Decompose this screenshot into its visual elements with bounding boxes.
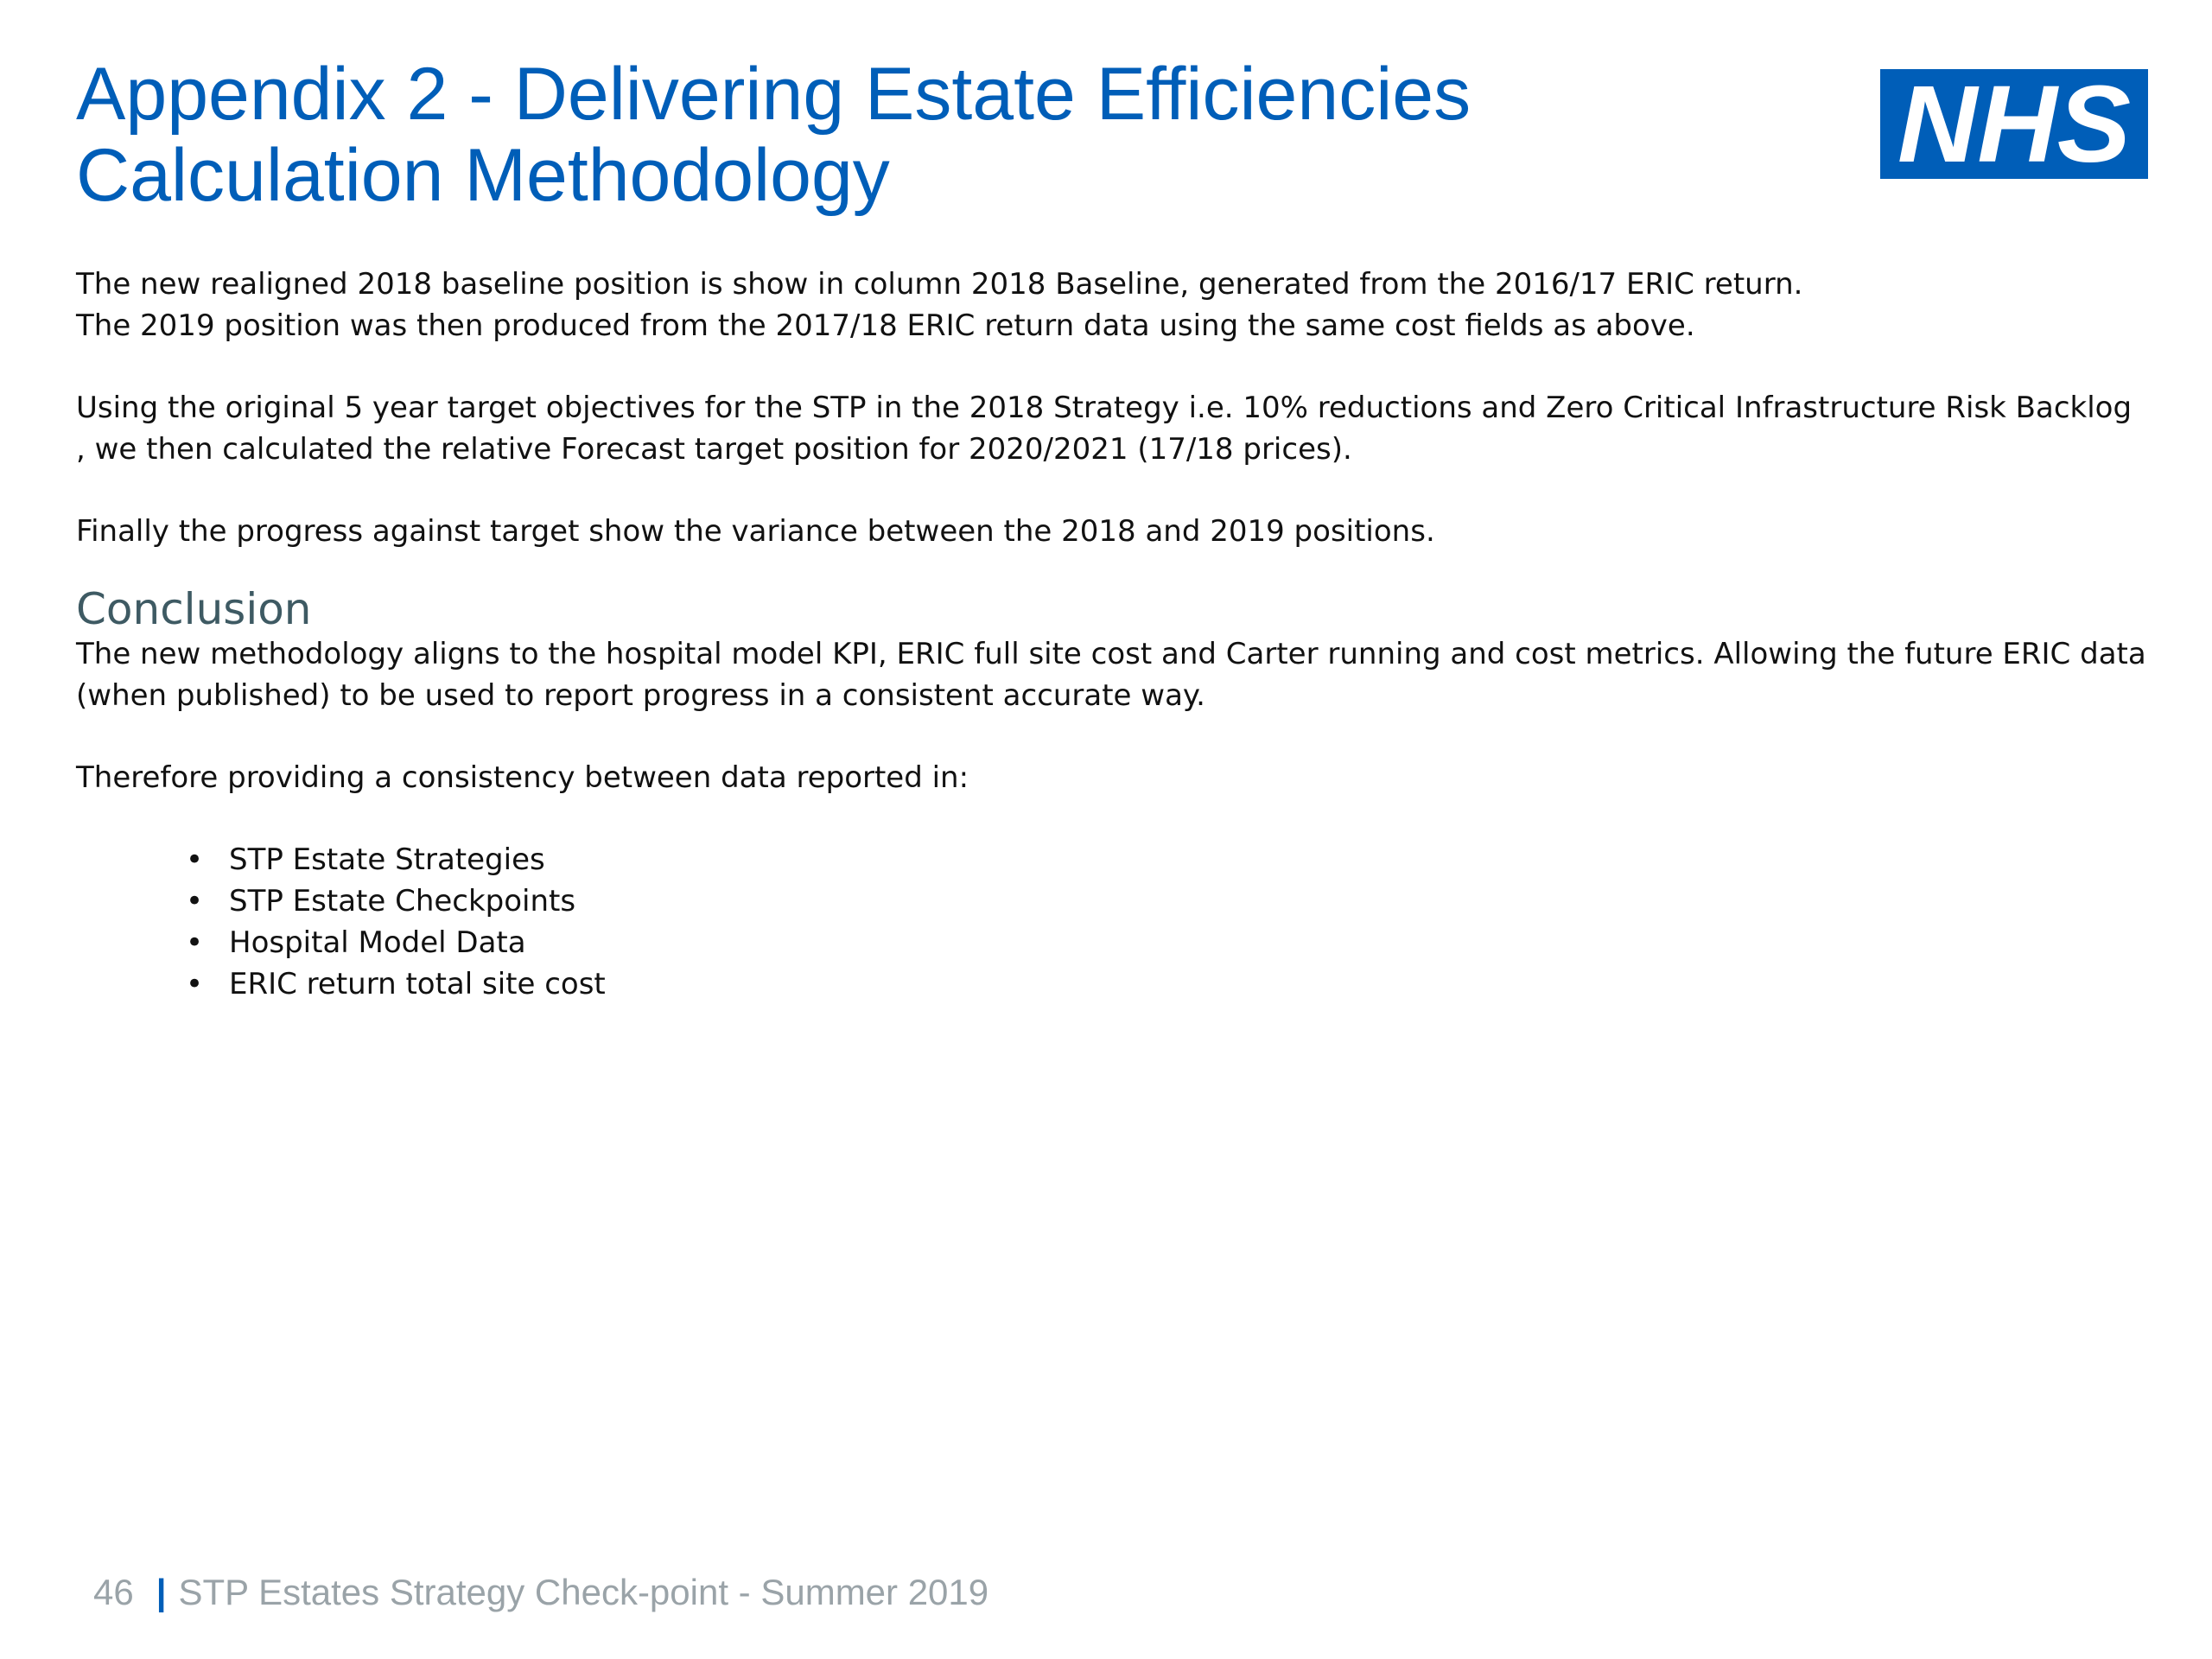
list-item-label: ERIC return total site cost: [229, 967, 606, 1001]
list-item: [186, 839, 2150, 880]
page-title: [76, 54, 1718, 216]
footer-text: STP Estates Strategy Check-point - Summer 2019: [178, 1572, 989, 1612]
main-content: [76, 264, 2150, 1005]
target-objectives-paragraph: Using the original 5 year target objectives for the STP in the 2018 Strategy i.e. 10% reductions and Zero Critical Infrastructure Risk Backlog , we then calculated the relative Forecast target position for 2020/2021 (17/18 prices).: [76, 391, 2133, 467]
progress-paragraph: Finally the progress against target show the variance between the 2018 and 2019 positions.: [76, 514, 1435, 549]
data-sources-list: [76, 839, 2150, 1005]
list-item-label: Hospital Model Data: [229, 925, 526, 960]
consistency-paragraph: Therefore providing a consistency between data reported in:: [76, 760, 969, 795]
nhs-logo-graphic: [1880, 69, 2148, 179]
list-item: [186, 922, 2150, 963]
footer-divider: |: [156, 1572, 167, 1612]
page-title-line-2: Calculation Methodology: [76, 134, 890, 217]
list-item: [186, 963, 2150, 1005]
list-item: [186, 880, 2150, 922]
intro-line-1: The new realigned 2018 baseline position is show in column 2018 Baseline, generated from the 2016/17 ERIC return.: [76, 267, 1803, 302]
intro-line-2: The 2019 position was then produced from the 2017/18 ERIC return data using the same cost fields as above.: [76, 308, 1695, 343]
bullet-icon: •: [186, 842, 204, 877]
conclusion-paragraph: The new methodology aligns to the hospital model KPI, ERIC full site cost and Carter running and cost metrics. Allowing the future ERIC data (when published) to be used to report progress in a consistent accurate way.: [76, 637, 2146, 713]
conclusion-heading: Conclusion: [76, 584, 312, 634]
nhs-logo: [1880, 69, 2148, 179]
nhs-logo-text: NHS: [1897, 69, 2131, 179]
footer: [93, 1571, 988, 1614]
page-title-line-1: Appendix 2 - Delivering Estate Efficiencies: [76, 53, 1471, 136]
bullet-icon: •: [186, 967, 204, 1001]
bullet-icon: •: [186, 925, 204, 960]
list-item-label: STP Estate Checkpoints: [229, 884, 576, 918]
bullet-icon: •: [186, 884, 204, 918]
list-item-label: STP Estate Strategies: [229, 842, 545, 877]
page-number: 46: [93, 1572, 134, 1612]
